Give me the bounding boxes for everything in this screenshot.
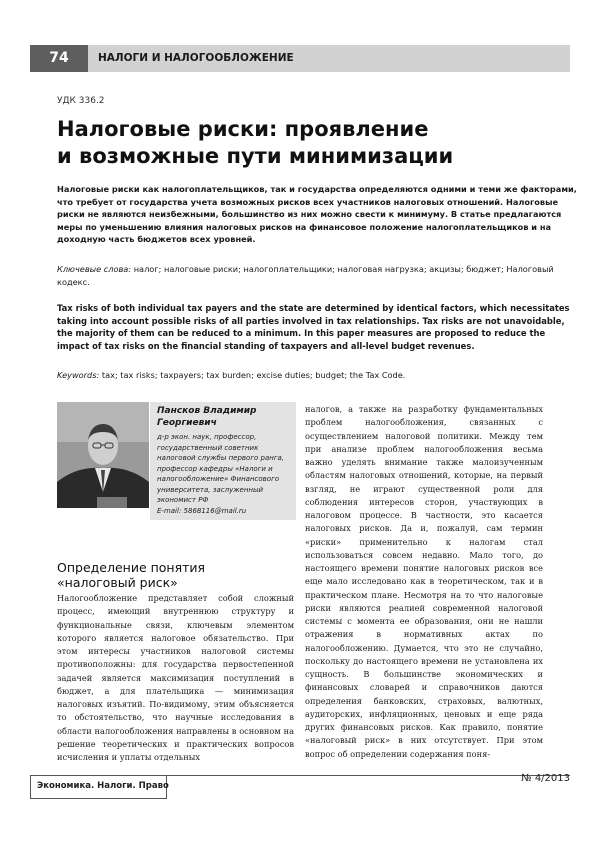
keywords-ru-label: Ключевые слова: xyxy=(57,264,132,274)
author-name: Пансков Владимир Георгиевич xyxy=(157,406,257,428)
author-photo xyxy=(57,402,149,508)
article-title xyxy=(57,116,577,170)
section-heading-line-1: Определение понятия xyxy=(57,560,206,575)
keywords-en-text: tax; tax risks; taxpayers; tax burden; excise duties; budget; the Tax Code. xyxy=(99,370,406,380)
body-column-right: налогов, а также на разработку фундаментальных проблем налогообложения, связанных с осуществлением налоговой политики. Между тем при анализе проблем налогообложения весьма важно уделять внимание также малоизученным областям налоговых отношений, которые, на первый взгляд, не играют существенной роли для соблюдения интересов сторон, участвующих в налоговом процессе. В частности, это касается налоговых рисков. Да и, пожалуй, сам термин «риски» применительно к налогам стал использоваться совсем недавно. Мало того, до настоящего времени понятие налоговых рисков все еще мало исследовано как в теоретическом, так и в практическом плане. Несмотря на то что налоговые риски являются реалией современной налоговой системы с момента ее образования, они не нашли отражения в нормативных актах по налогообложению. Думается, что это не случайно, поскольку до настоящего времени не установлена их сущность. В большинстве экономических и финансовых словарей и справочников даются определения банковских, страховых, валютных, аудиторских, инфляционных, ценовых и еще ряда других финансовых рисков. Как правило, понятие «налоговый риск» в них отсутствует. При этом вопрос об определении содержания поня- xyxy=(305,404,543,759)
title-line-2: и возможные пути минимизации xyxy=(57,144,454,168)
abstract-ru: Налоговые риски как налогоплательщиков, так и государства определяются одними и теми же факторами, что требует от государства учета возможных рисков всех участников налоговых отношений. Налоговые риски не являются неизбежными, большинство из них можно свести к минимуму. В статье предлагаются меры по уменьшению влияния налоговых рисков на финансовое положение налогоплательщиков и на доходную часть бюджетов всех уровней. xyxy=(57,184,577,244)
footer-journal-name: Экономика. Налоги. Право xyxy=(37,781,169,791)
page-number: 74 xyxy=(30,45,88,72)
footer-rule xyxy=(166,775,570,776)
author-bio xyxy=(157,432,293,516)
section-heading-line-2: «налоговый риск» xyxy=(57,575,178,590)
body-column-left: Налогообложение представляет собой сложный процесс, имеющий внутреннюю структуру и функциональные связи, ключевым элементом которого является налоговое обязательство. При этом интересы участников налоговой системы противоположны: для государства первостепенной задачей является максимизация поступлений в бюджет, а для плательщика — минимизация налоговых изъятий. По-видимому, этим объясняется то обстоятельство, что научные исследования в области налогообложения направлены в основном на решение теоретических и практических вопросов исчисления и уплаты отдельных xyxy=(57,593,294,762)
title-line-1: Налоговые риски: проявление xyxy=(57,117,429,141)
section-title: НАЛОГИ И НАЛОГООБЛОЖЕНИЕ xyxy=(88,45,570,72)
author-portrait-image xyxy=(57,402,149,508)
author-credentials: д-р экон. наук, профессор, государственный советник налоговой службы первого ранга, профессор кафедры «Налоги и налогообложение» Финансового университета, заслуженный экономист РФ xyxy=(157,433,285,504)
keywords-en xyxy=(57,369,577,382)
footer-issue-number: № 4/2013 xyxy=(521,773,570,784)
author-email: E-mail: 5868116@mail.ru xyxy=(157,506,247,515)
keywords-ru xyxy=(57,263,577,288)
keywords-en-label: Keywords: xyxy=(57,370,100,380)
abstract-en: Tax risks of both individual tax payers and the state are determined by identical factors, which necessitates taking into account possible risks of all parties involved in tax relationships. Tax risks are not unavoidable, the majority of them can be reduced to a minimum. In this paper measures are proposed to reduce the impact of tax risks on the financial standing of taxpayers and all-level budget revenues. xyxy=(57,303,570,351)
udk-code: УДК 336.2 xyxy=(57,96,105,106)
keywords-ru-text: налог; налоговые риски; налогоплательщики; налоговая нагрузка; акцизы; бюджет; Налоговый кодекс. xyxy=(57,264,554,287)
section-heading xyxy=(57,560,287,590)
